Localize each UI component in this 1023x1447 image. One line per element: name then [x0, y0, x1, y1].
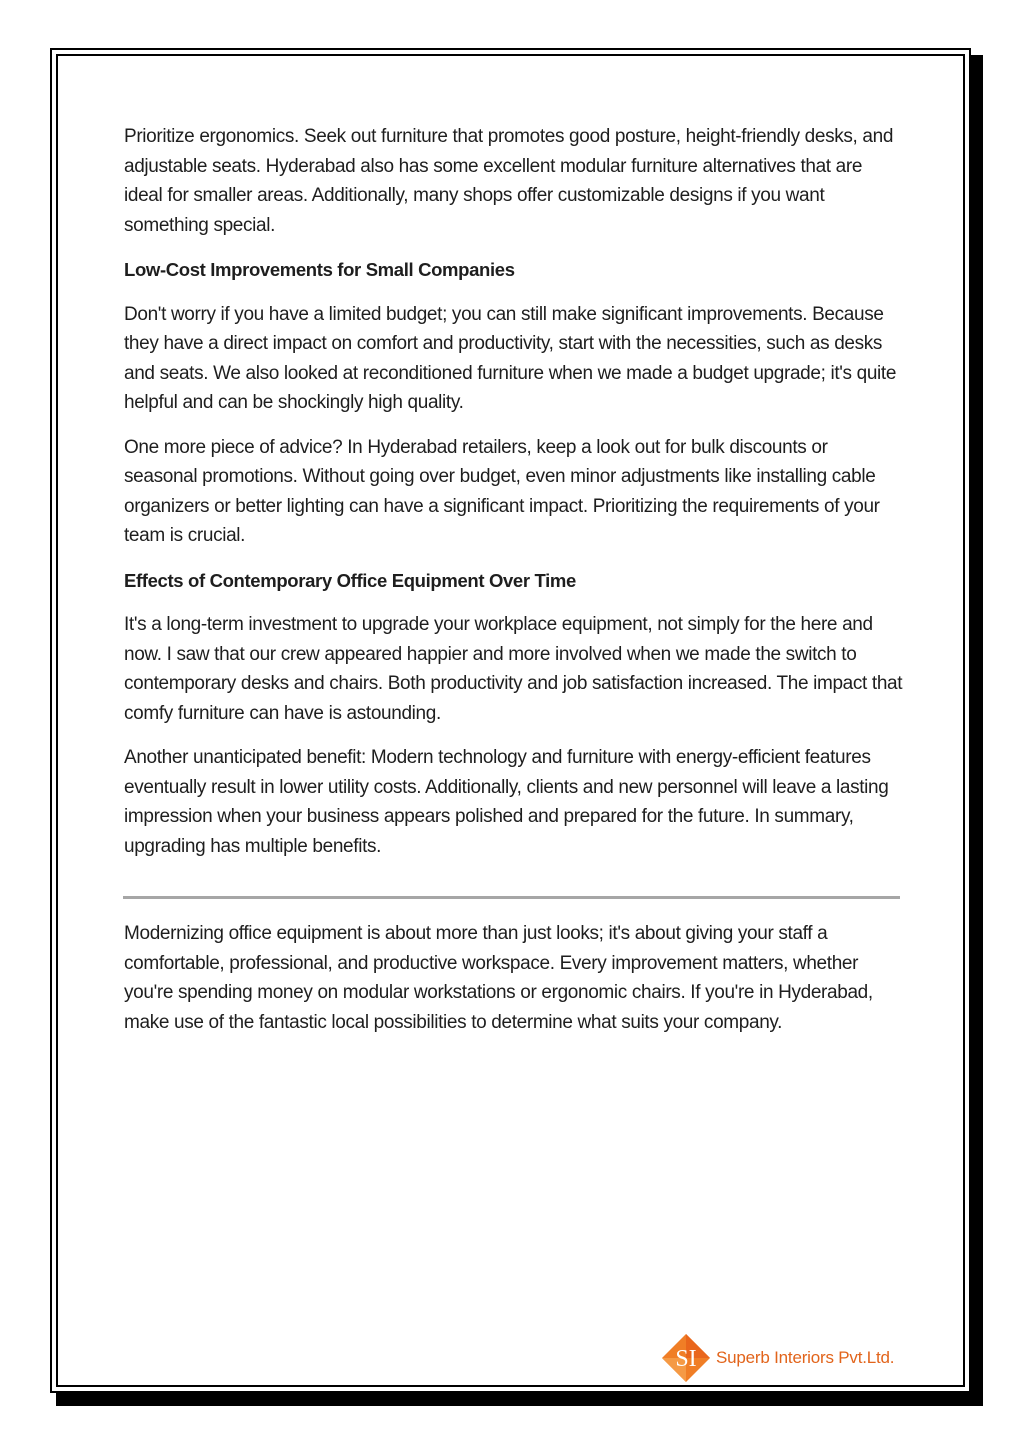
paragraph-conclusion: Modernizing office equipment is about more than just looks; it's about giving your staff a comfortable, professional, and productive workspace. Every improvement matters, whether you're spending money on modular workstations or ergonomic chairs. If you're in Hyderabad, make use of the fantastic local possibilities to determine what suits your company. [124, 923, 873, 1033]
document-body [124, 122, 904, 1052]
section-divider [123, 896, 900, 899]
paragraph-long-term-investment: It's a long-term investment to upgrade your workplace equipment, not simply for the here and now. I saw that our crew appeared happier and more involved when we made the switch to contemporary desks and chairs. Both productivity and job satisfaction increased. The impact that comfy furniture can have is astounding. [124, 614, 903, 724]
paragraph-advice: One more piece of advice? In Hyderabad retailers, keep a look out for bulk discounts or seasonal promotions. Without going over budget, even minor adjustments like installing cable organizers or better lighting can have a significant impact. Prioritizing the requirements of your team is crucial. [124, 436, 880, 546]
paragraph-unanticipated-benefit: Another unanticipated benefit: Modern technology and furniture with energy-efficient features eventually result in lower utility costs. Additionally, clients and new personnel will leave a lasting impression when your business appears polished and prepared for the future. In summary, upgrading has multiple benefits. [124, 747, 889, 857]
company-logo [660, 1330, 894, 1386]
paragraph-limited-budget: Don't worry if you have a limited budget; you can still make significant improvements. Because they have a direct impact on comfort and productivity, start with the necessities, such as desks and seats. We also looked at reconditioned furniture when we made a budget upgrade; it's quite helpful and can be shockingly high quality. [124, 303, 897, 413]
heading-effects-over-time: Effects of Contemporary Office Equipment Over Time [124, 569, 576, 591]
logo-company-name: Superb Interiors Pvt.Ltd. [716, 1348, 895, 1367]
heading-low-cost-improvements: Low-Cost Improvements for Small Companies [124, 259, 515, 280]
logo-mark-icon [660, 1332, 712, 1384]
logo-mark-text: SI [675, 1346, 697, 1372]
paragraph-ergonomics: Prioritize ergonomics. Seek out furniture that promotes good posture, height-friendly desks, and adjustable seats. Hyderabad also has some excellent modular furniture alternatives that are ideal for smaller areas. Additionally, many shops offer customizable designs if you want something special. [124, 126, 894, 236]
